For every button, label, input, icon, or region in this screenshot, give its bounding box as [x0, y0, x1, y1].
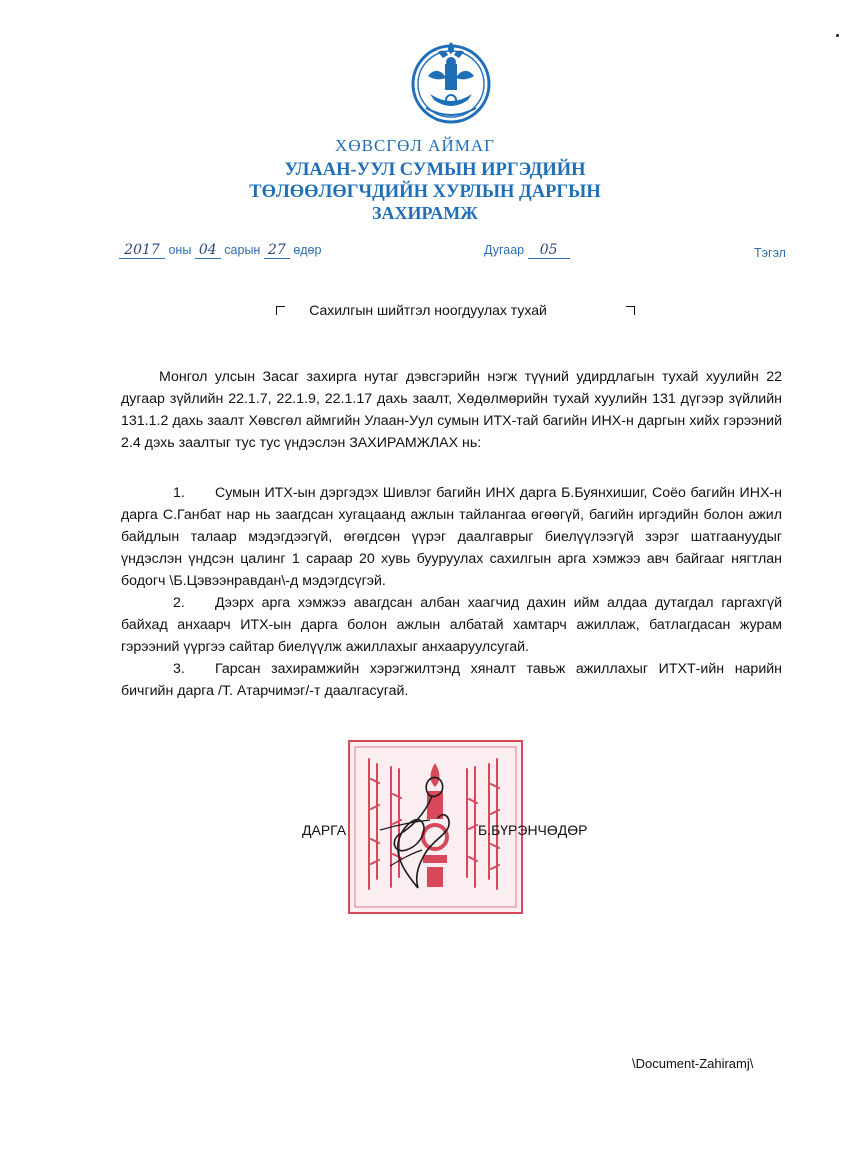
order-item	[121, 482, 782, 592]
date-year-suffix: оны	[168, 243, 192, 257]
order-item	[121, 658, 782, 702]
order-item-number: 2.	[173, 595, 185, 611]
document-type-title: ЗАХИРАМЖ	[372, 203, 478, 223]
order-item-number: 3.	[173, 661, 185, 677]
document-place: Тэгэл	[754, 246, 786, 260]
order-item-text: Дээрх арга хэмжээ авагдсан албан хаагчид дахин ийм алдаа дутагдал гаргахгүй байхад анхаарч ИТХ-ын дарга болон ажлын албатай хамтарч ажиллаж, батлагдасан журам гэрээний үүргээ сайтар биелүүлж ажиллахыг анхааруулсугай.	[121, 595, 782, 655]
header-aimag: ХӨВСГӨЛ АЙМАГ	[335, 136, 495, 155]
date-day: 27	[264, 242, 290, 259]
date-year: 2017	[119, 242, 165, 259]
signatory-name: Б.БҮРЭНЧӨДӨР	[478, 822, 588, 838]
signatory-title: ДАРГА	[302, 822, 347, 838]
date-month: 04	[195, 242, 221, 259]
order-item-number: 1.	[173, 485, 185, 501]
order-item-text: Сумын ИТХ-ын дэргэдэх Шивлэг багийн ИНХ дарга Б.Буянхишиг, Соёо багийн ИНХ-н дарга С.Ганбат нар нь заагдсан хугацаанд ажлын тайлангаа өгөөгүй, багийн иргэдийн болон ажил байдлын талаар мэдэгдээгүй, өгөгдсөн үүрэг даалгаврыг биелүүлээгүй зэрэг шатгаануудыг үндэслэн үндсэн цалинг 1 сараар 20 хувь бууруулах сахилгын арга хэмжээ авч байгааг нягтлан бодогч \Б.Цэвээнравдан\-д мэдэгдсүгэй.	[121, 485, 782, 589]
order-items	[121, 482, 782, 702]
header-khural-line: ТӨЛӨӨЛӨГЧДИЙН ХУРЛЫН ДАРГЫН	[249, 182, 601, 202]
document-reference: \Document-Zahiramj\	[632, 1056, 754, 1071]
date-row	[119, 242, 321, 259]
date-month-suffix: сарын	[224, 243, 261, 257]
scan-speck	[836, 34, 839, 37]
document-subject: Сахилгын шийтгэл ноогдуулах тухай	[309, 302, 547, 318]
mongolia-state-emblem-icon	[410, 38, 492, 128]
date-day-suffix: өдөр	[293, 243, 322, 257]
intro-paragraph: Монгол улсын Засаг захирга нутаг дэвсгэрийн нэгж түүний удирдлагын тухай хуулийн 22 дугаар зүйлийн 22.1.7, 22.1.9, 22.1.17 дахь заалт, Хөдөлмөрийн тухай хуулийн 131 дүгээр зүйлийн 131.1.2 дахь заалт Хөвсгөл аймгийн Улаан-Уул сумын ИТХ-тай багийн ИНХ-н даргын хийх гэрээний 2.4 дэхь заалтыг тус тус үндэслэн ЗАХИРАМЖЛАХ нь:	[121, 369, 782, 451]
document-number-label: Дугаар	[484, 243, 525, 257]
handwritten-signature-icon	[370, 770, 480, 900]
document-number-value: 05	[528, 242, 570, 259]
order-item-text: Гарсан захирамжийн хэрэгжилтэнд хяналт тавьж ажиллахыг ИТХТ-ийн нарийн бичгийн дарга /Т. Атарчимэг/-т даалгасугай.	[121, 661, 782, 699]
document-number-row	[484, 242, 570, 259]
header-sum-line: УЛААН-УУЛ СУМЫН ИРГЭДИЙН	[284, 160, 586, 180]
document-body	[121, 366, 782, 454]
order-item	[121, 592, 782, 658]
